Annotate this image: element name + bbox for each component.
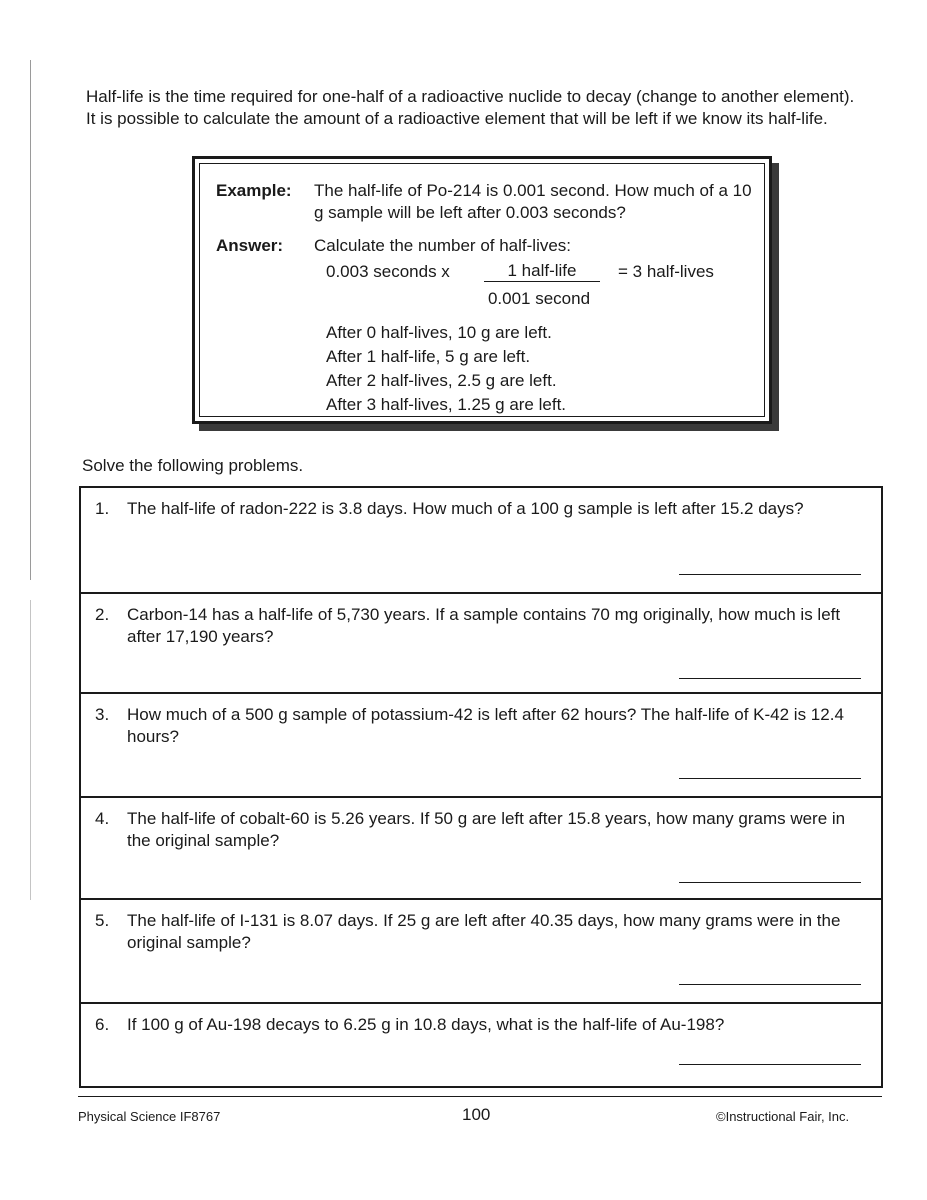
answer-line[interactable] — [679, 778, 861, 779]
problem-row — [81, 898, 881, 1002]
problem-row — [81, 592, 881, 692]
scan-edge-mark — [30, 600, 31, 900]
problem-number: 3. — [95, 705, 110, 724]
solve-heading: Solve the following problems. — [82, 456, 304, 475]
answer-line[interactable] — [679, 678, 861, 679]
problem-text: The half-life of cobalt-60 is 5.26 years. If 50 g are left after 15.8 years, how many grams were in the original sample? — [127, 809, 846, 850]
problem-number: 1. — [95, 499, 110, 518]
problem-text: If 100 g of Au-198 decays to 6.25 g in 10.8 days, what is the half-life of Au-198? — [127, 1015, 725, 1034]
calc-numerator: 1 half-life — [484, 261, 600, 282]
answer-intro: Calculate the number of half-lives: — [314, 236, 572, 255]
step-line: After 0 half-lives, 10 g are left. — [326, 323, 552, 342]
footer-rule — [78, 1096, 882, 1097]
step-line: After 1 half-life, 5 g are left. — [326, 347, 531, 366]
example-label: Example: — [216, 181, 292, 200]
problem-row — [81, 692, 881, 796]
example-inner-frame — [199, 163, 765, 417]
problem-text: Carbon-14 has a half-life of 5,730 years. If a sample contains 70 mg originally, how much is left after 17,190 years? — [127, 605, 841, 646]
intro-paragraph: Half-life is the time required for one-half of a radioactive nuclide to decay (change to another element). It is possible to calculate the amount of a radioactive element that will be left if we know its half-life. — [86, 87, 855, 128]
answer-line[interactable] — [679, 574, 861, 575]
answer-line[interactable] — [679, 882, 861, 883]
step-line: After 3 half-lives, 1.25 g are left. — [326, 395, 567, 414]
problem-text: The half-life of radon-222 is 3.8 days. How much of a 100 g sample is left after 15.2 days? — [127, 499, 804, 518]
page-number: 100 — [462, 1105, 491, 1124]
calc-result: = 3 half-lives — [618, 262, 714, 281]
problem-number: 2. — [95, 605, 110, 624]
calc-denominator: 0.001 second — [487, 289, 591, 308]
answer-line[interactable] — [679, 1064, 861, 1065]
answer-label: Answer: — [216, 236, 284, 255]
problem-number: 5. — [95, 911, 110, 930]
problem-number: 6. — [95, 1015, 110, 1034]
calc-left-term: 0.003 seconds x — [326, 262, 450, 281]
problem-row — [81, 488, 881, 592]
problem-row — [81, 796, 881, 898]
problem-row — [81, 1002, 881, 1086]
problems-table — [79, 486, 883, 1088]
footer-book-title: Physical Science IF8767 — [78, 1109, 221, 1124]
problem-number: 4. — [95, 809, 110, 828]
scan-edge-mark — [30, 60, 31, 580]
footer-copyright: ©Instructional Fair, Inc. — [716, 1109, 850, 1124]
example-box — [192, 156, 772, 424]
problem-text: The half-life of I-131 is 8.07 days. If 25 g are left after 40.35 days, how many grams were in the original sample? — [127, 911, 841, 952]
step-line: After 2 half-lives, 2.5 g are left. — [326, 371, 557, 390]
answer-line[interactable] — [679, 984, 861, 985]
example-text: The half-life of Po-214 is 0.001 second. How much of a 10 g sample will be left after 0.003 seconds? — [314, 181, 752, 222]
problem-text: How much of a 500 g sample of potassium-42 is left after 62 hours? The half-life of K-42 is 12.4 hours? — [127, 705, 844, 746]
